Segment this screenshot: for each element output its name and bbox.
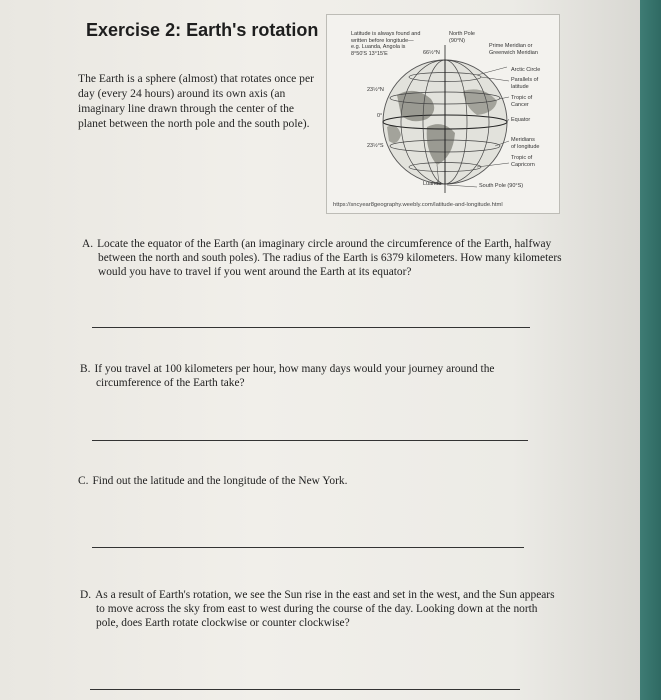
answer-line-b[interactable] [92,440,528,441]
tropic-cancer-label: Tropic of Cancer [511,95,533,108]
arctic-circle-label: Arctic Circle [511,67,541,73]
earth-diagram [326,14,560,214]
source-url: https://sncyear8geography.weebly.com/latitude-and-longitude.html [333,202,503,208]
answer-line-d[interactable] [90,689,520,690]
prime-meridian-label: Prime Meridian or Greenwich Meridian [489,43,538,56]
tropic-capricorn-lat-label: 23½°S [367,143,384,149]
equator-label: Equator [511,117,531,123]
south-pole-label: South Pole (90°S) [479,183,524,189]
latitude-note: Latitude is always found and written before longitude— e.g. Luanda, Angola is 8°50'S 13°15'E [351,31,421,57]
background-edge [640,0,661,700]
intro-paragraph: The Earth is a sphere (almost) that rotates once per day (every 24 hours) around its own axis (an imaginary line drawn through the center of the planet between the north pole and the south pole). [78,72,314,130]
parallels-label: Parallels of latitude [511,77,539,90]
question-d: D. As a result of Earth's rotation, we see the Sun rise in the east and set in the west, and the Sun appears to move across the sky from east to west during the course of the day. Looking down at the north pole, does Earth rotate clockwise or counter clockwise? [80,589,555,629]
tropic-cancer-lat-label: 23½°N [367,87,384,93]
answer-line-c[interactable] [92,547,524,548]
question-b: B. If you travel at 100 kilometers per hour, how many days would your journey around the circumference of the Earth take? [80,363,495,389]
meridians-label: Meridians of longitude [511,137,540,150]
north-pole-label: North Pole (90°N) [449,31,475,44]
tropic-capricorn-label: Tropic of Capricorn [511,155,535,168]
question-c: C. Find out the latitude and the longitude of the New York. [78,475,348,487]
question-a: A. Locate the equator of the Earth (an imaginary circle around the circumference of the Earth, halfway between the north and south poles). The radius of the Earth is 6379 kilometers. How many kilometers would you have to travel if you went around the Earth at its equator? [82,238,562,278]
answer-line-a[interactable] [92,327,530,328]
arctic-latitude-label: 66½°N [423,50,440,56]
page-title: Exercise 2: Earth's rotation [86,20,319,40]
equator-lat-label: 0° [377,113,383,119]
luanda-label: Luanda [423,181,442,187]
